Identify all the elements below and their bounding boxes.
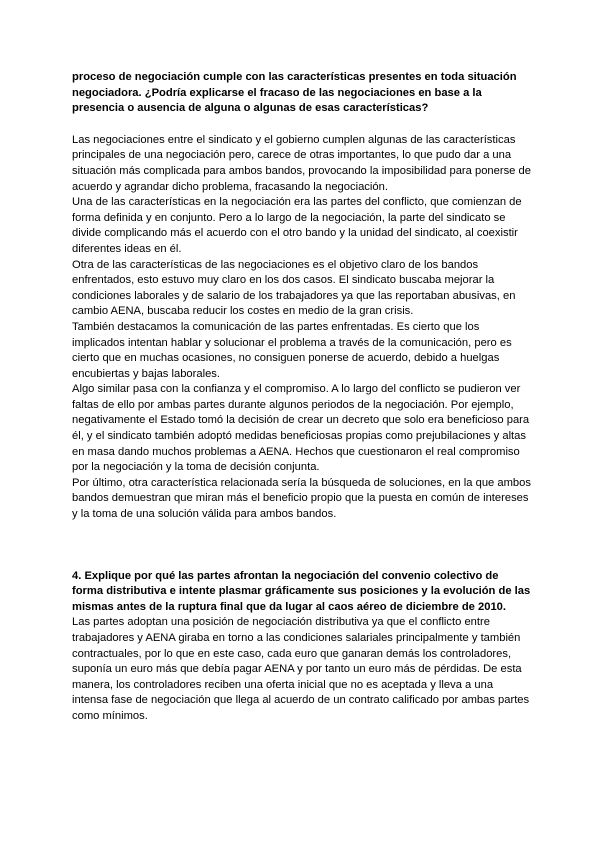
answer-paragraph: Las negociaciones entre el sindicato y el gobierno cumplen algunas de las características principales de una negociación pero, carece de otras importantes, lo que pudo dar a una situación más complicada para ambos bandos, provocando la imposibilidad para ponerse de acuerdo y agrandar dicho problema, fracasando la negociación. <box>72 133 531 193</box>
question-3-continuation: proceso de negociación cumple con las características presentes en toda situación negociadora. ¿Podría explicarse el fracaso de las negociaciones en base a la presencia o ausencia de alguna o algunas de esas características? <box>72 71 517 115</box>
answer-paragraph: También destacamos la comunicación de las partes enfrentadas. Es cierto que los implicados intentan hablar y solucionar el problema a través de la comunicación, pero es cierto que en muchas ocasiones, no consiguen ponerse de acuerdo, debido a huelgas encubiertas y bajas laborales. <box>72 320 512 380</box>
document-page <box>72 70 532 725</box>
question-4: 4. Explique por qué las partes afrontan la negociación del convenio colectivo de forma distributiva e intente plasmar gráficamente sus posiciones y la evolución de las mismas antes de la ruptura final que da lugar al caos aéreo de diciembre de 2010. <box>72 569 531 613</box>
answer-paragraph: Por último, otra característica relacionada sería la búsqueda de soluciones, en la que ambos bandos demuestran que miran más el beneficio propio que la puesta en común de intereses y la toma de una solución válida para ambos bandos. <box>72 476 531 521</box>
spacer <box>72 523 532 569</box>
spacer <box>72 117 532 133</box>
answer-paragraph: Las partes adoptan una posición de negociación distributiva ya que el conflicto entre trabajadores y AENA giraba en torno a las condiciones salariales principalmente y también contractuales, por lo que en este caso, cada euro que ganaran demás los controladores, suponía un euro más que debía pagar AENA y por tanto un euro más de pérdidas. De esta manera, los controladores reciben una oferta inicial que no es aceptada y lleva a una intensa fase de negociación que llega al acuerdo de un contrato calificado por ambas partes como mínimos. <box>72 616 530 722</box>
answer-paragraph: Otra de las características de las negociaciones es el objetivo claro de los bandos enfrentados, esto estuvo muy claro en los dos casos. El sindicato buscaba mejorar la condiciones laborales y de salario de los trabajadores ya que las reportaban abusivas, en cambio AENA, buscaba reducir los costes en medio de la gran crisis. <box>72 258 516 318</box>
answer-paragraph: Algo similar pasa con la confianza y el compromiso. A lo largo del conflicto se pudieron ver faltas de ello por ambas partes durante algunos periodos de la negociación. Por ejemplo, negativamente el Estado tomó la decisión de crear un decreto que solo era beneficioso para él, y el sindicato también adoptó medidas beneficiosas propias como prejubilaciones y altas en masa dando muchos problemas a AENA. Hechos que cuestionaron el real compromiso por la negociación y la toma de decisión conjunta. <box>72 383 530 474</box>
answer-paragraph: Una de las características en la negociación era las partes del conflicto, que comienzan de forma definida y en conjunto. Pero a lo largo de la negociación, la parte del sindicato se divide complicando más el acuerdo con el otro bando y la unidad del sindicato, al coexistir diferentes ideas en él. <box>72 196 522 255</box>
